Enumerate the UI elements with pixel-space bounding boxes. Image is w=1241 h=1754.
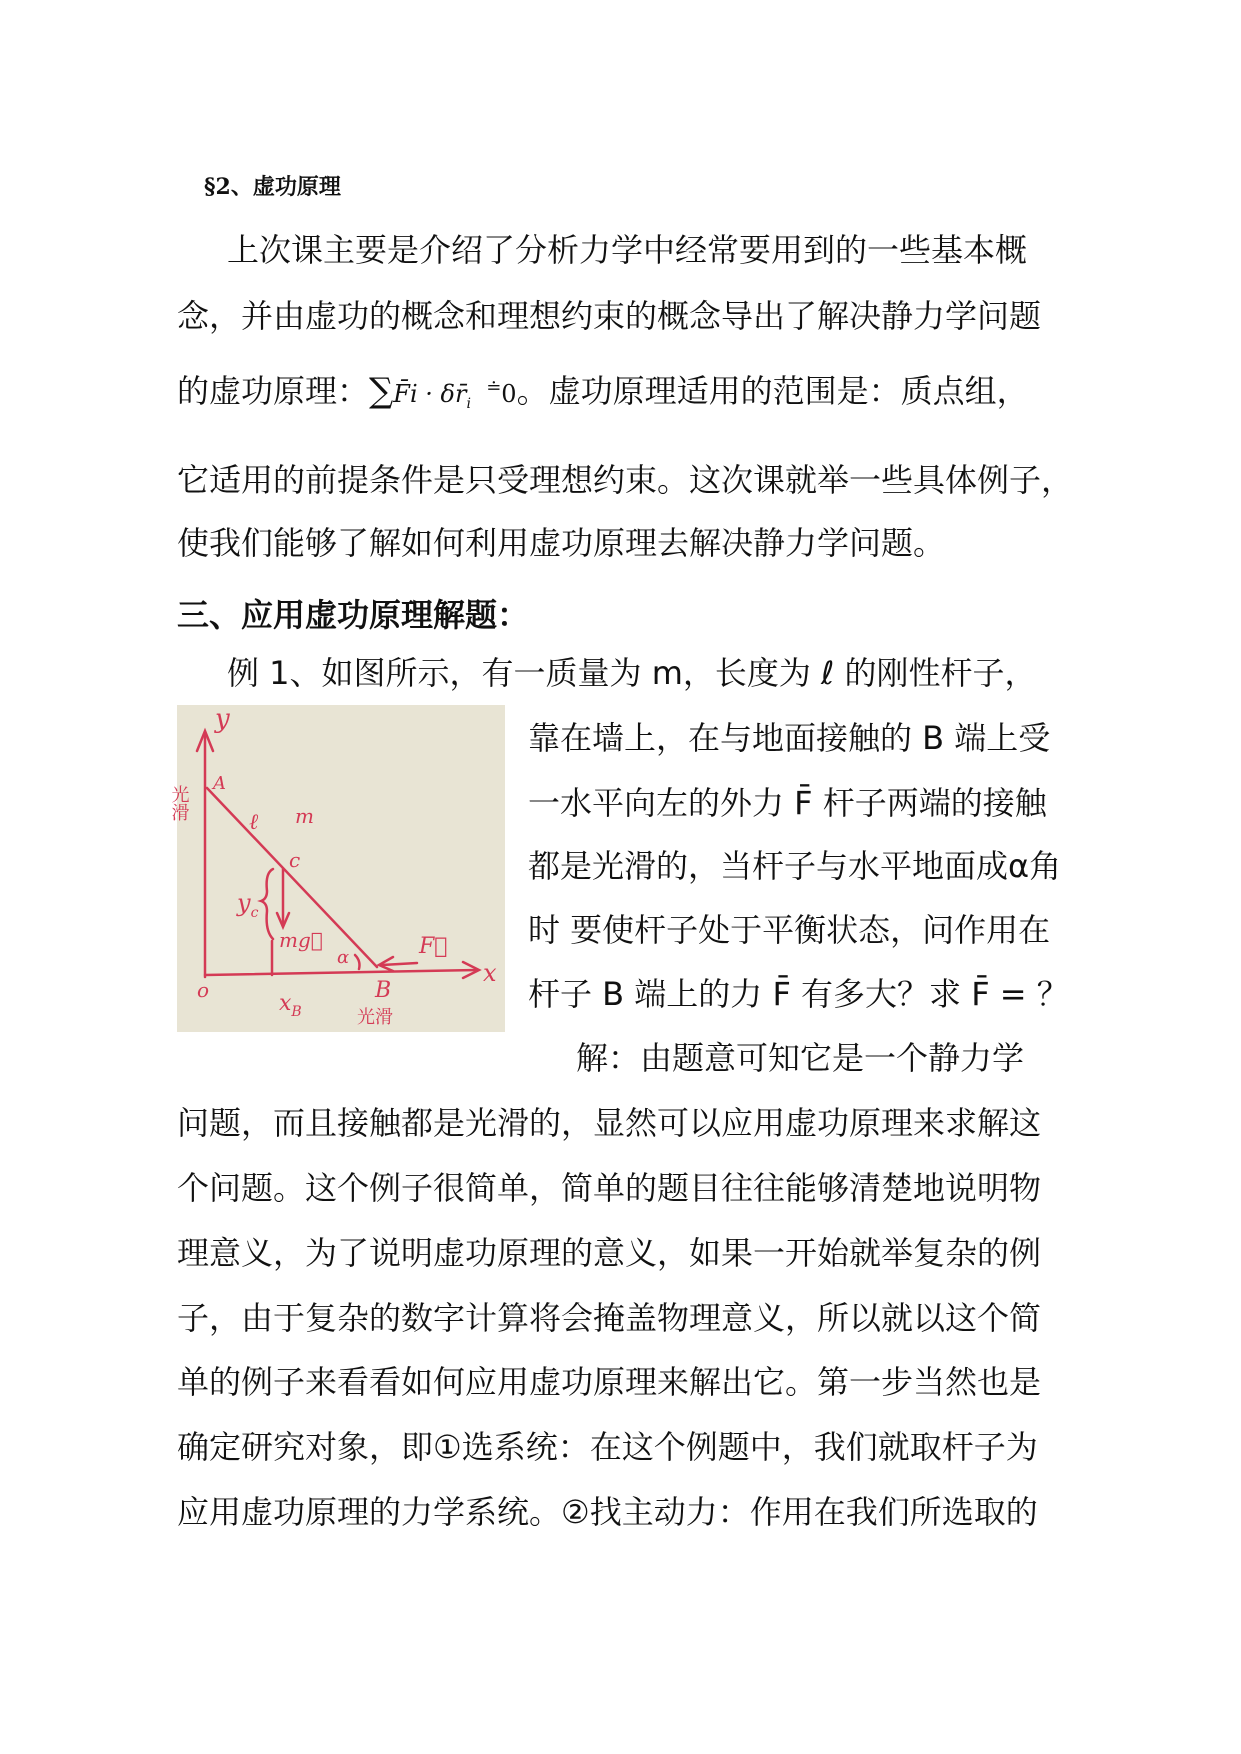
solution-line-2: 个问题。这个例子很简单，简单的题目往往能够清楚地说明物 [177,1169,1042,1207]
solution-line-6: 确定研究对象，即①选系统：在这个例题中，我们就取杆子为 [177,1428,1038,1466]
label-B: B [375,978,392,1003]
label-x: x [483,959,497,987]
virtual-work-formula [369,371,517,412]
label-xB-main: x [279,991,292,1016]
example-right-6: 解：由题意可知它是一个静力学 [576,1039,1025,1077]
label-mg: mg⃗ [279,928,323,952]
solution-line-3: 理意义，为了说明虚功原理的意义，如果一开始就举复杂的例 [177,1234,1042,1272]
rod-diagram [168,704,505,1032]
formula-eq: ≐ [486,377,502,398]
x-axis [205,970,477,975]
label-F: F⃗ [419,934,448,959]
formula-zero: 0 [501,380,517,408]
intro-line-3-post: 。虚功原理适用的范围是：质点组， [516,372,1029,410]
solution-line-5: 单的例子来看看如何应用虚功原理来解出它。第一步当然也是 [177,1363,1042,1401]
intro-line-2: 念，并由虚功的概念和理想约束的概念导出了解决静力学问题 [177,297,1042,335]
force-arrow [382,963,417,965]
label-yc-main: y [237,889,251,917]
label-y: y [215,704,230,734]
label-yc [236,889,259,921]
label-xB-sub: B [291,1004,302,1020]
example-right-2: 一水平向左的外力 F̄ 杆子两端的接触 [528,784,1047,822]
yc-brace [261,869,273,939]
intro-line-1: 上次课主要是介绍了分析力学中经常要用到的一些基本概 [227,231,1028,269]
label-A: A [213,773,226,794]
solution-line-7: 应用虚功原理的力学系统。②找主动力：作用在我们所选取的 [177,1493,1038,1531]
label-C: c [289,848,301,872]
label-l: ℓ [249,810,259,835]
section-title: §2、虚功原理 [204,174,341,200]
label-smooth-wall: 光滑 [168,785,190,821]
intro-line-3 [177,368,1029,424]
heading-3: 三、应用虚功原理解题： [177,596,530,634]
rod-diagram-svg [168,704,505,1032]
formula-subscript: i [466,395,471,412]
example-line-1: 例 1、如图所示，有一质量为 m，长度为 ℓ 的刚性杆子， [227,654,1037,692]
example-right-4: 时 要使杆子处于平衡状态，问作用在 [528,911,1051,949]
label-alpha: α [337,947,350,968]
label-yc-sub: c [250,905,259,921]
intro-line-4: 它适用的前提条件是只受理想约束。这次课就举一些具体例子， [177,461,1074,499]
formula-body: F̄i · δr̄ [393,380,467,408]
solution-line-1: 问题，而且接触都是光滑的，显然可以应用虚功原理来求解这 [177,1104,1042,1142]
example-right-5: 杆子 B 端上的力 F̄ 有多大？求 F̄ = ？ [528,975,1069,1013]
label-xB [279,991,302,1020]
label-smooth-floor: 光滑 [357,1007,393,1028]
intro-line-3-pre: 的虚功原理： [177,372,370,410]
intro-line-5: 使我们能够了解如何利用虚功原理去解决静力学问题。 [177,524,946,562]
sum-symbol: ∑ [369,371,394,411]
solution-line-4: 子，由于复杂的数字计算将会掩盖物理意义，所以就以这个简 [177,1299,1042,1337]
example-right-1: 靠在墙上，在与地面接触的 B 端上受 [528,719,1051,757]
label-m: m [295,804,314,828]
alpha-arc [355,955,360,969]
example-right-3: 都是光滑的，当杆子与水平地面成α角 [528,847,1062,885]
label-origin: o [197,978,210,1002]
